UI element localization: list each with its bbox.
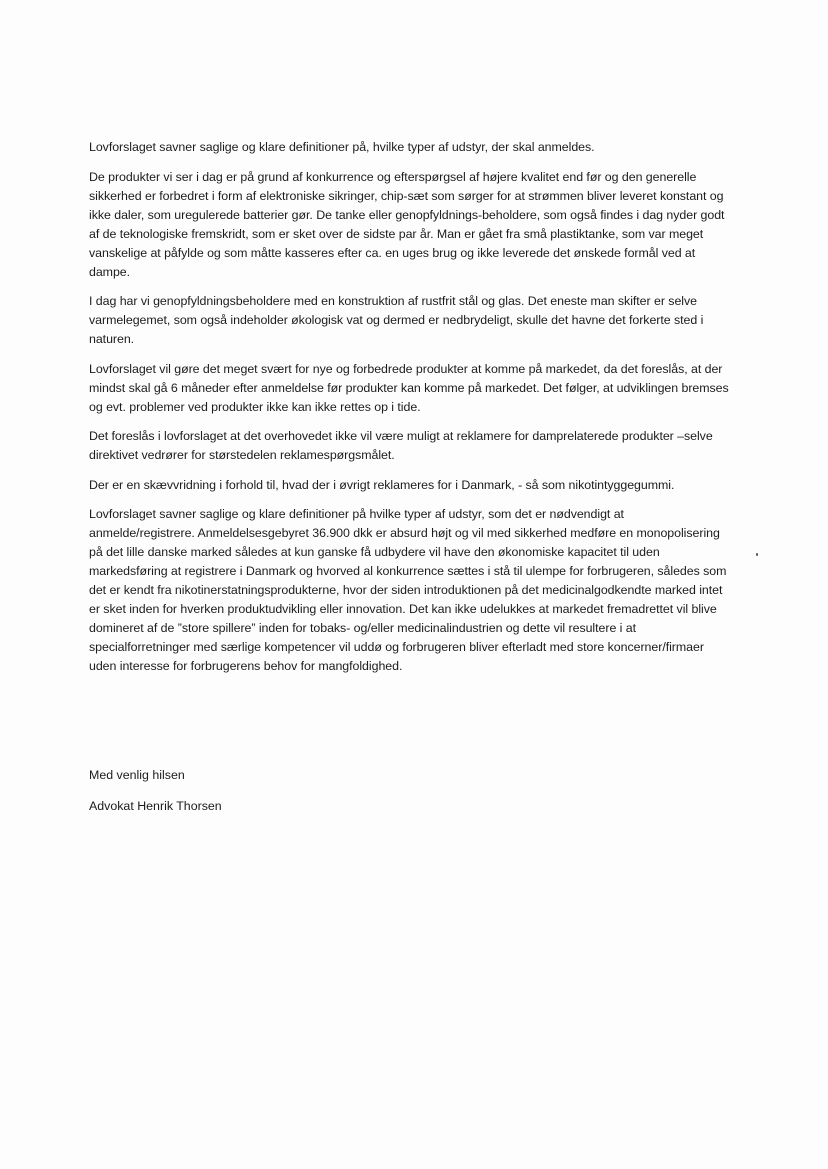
closing-greeting: Med venlig hilsen (89, 768, 185, 782)
scan-speck (756, 553, 758, 556)
paragraph-product-quality: De produkter vi ser i dag er på grund af konkurrence og efterspørgsel af højere kvalitet end før og den generelle sikkerhed er forbedret i form af elektroniske sikringer, chip-sæt som sørger for at strømmen bliver leveret konstant og ikke daler, som uregulerede batterier gør. De tanke eller genopfyldnings-beholdere, som også findes i dag nyder godt af de teknologiske fremskridt, som er sket over de sidste par år. Man er gået fra små plastiktanke, som var meget vanskelige at påfylde og som måtte kasseres efter ca. en uges brug og ikke leverede det ønskede formål ved at dampe. (89, 169, 725, 279)
paragraph-distortion: Der er en skævvridning i forhold til, hvad der i øvrigt reklameres for i Danmark, - så som nikotintyggegummi. (89, 477, 675, 492)
paragraph-definitions: Lovforslaget savner saglige og klare definitioner på, hvilke typer af udstyr, der skal anmeldes. (89, 140, 595, 154)
paragraph-registration-fee: Lovforslaget savner saglige og klare definitioner på hvilke typer af udstyr, som det er nødvendigt at anmelde/registrere. Anmeldelsesgebyret 36.900 dkk er absurd højt og vil med sikkerhed medføre en monopolisering på det lille danske marked således at kun ganske få udbydere vil have den økonomiske kapacitet til uden markedsføring at registrere i Danmark og hvorved al konkurrence sættes i stå til ulempe for forbrugeren, således som det er kendt fra nikotinerstatningsprodukterne, hvor der siden introduktionen på det medicinalgodkendte marked intet er sket inden for hverken produktudvikling eller innovation. Det kan ikke udelukkes at markedet fremadrettet vil blive domineret af de ”store spillere” inden for tobaks- og/eller medicinalindustrien og dette vil resultere i at specialforretninger med særlige kompetencer vil uddø og forbrugeren bliver efterladt med store koncerner/firmaer uden interesse for forbrugerens behov for mangfoldighed. (89, 507, 727, 673)
paragraph-refill-containers: I dag har vi genopfyldningsbeholdere med en konstruktion af rustfrit stål og glas. Det eneste man skifter er selve varmelegemet, som også indeholder økologisk vat og dermed er nedbrydeligt, skulle det havne det forkerte sted i naturen. (89, 294, 704, 346)
paragraph-advertising-ban: Det foreslås i lovforslaget at det overhovedet ikke vil være muligt at reklamere for damprelaterede produkter –selve direktivet vedrører for størstedelen reklamespørgsmålet. (89, 429, 713, 462)
paragraph-market-delay: Lovforslaget vil gøre det meget svært for nye og forbedrede produkter at komme på markedet, da det foreslås, at der mindst skal gå 6 måneder efter anmeldelse før produkter kan komme på markedet. Det følger, at udviklingen bremses og evt. problemer ved produkter ikke kan ikke rettes op i tide. (89, 361, 729, 414)
letter-body (89, 138, 729, 687)
closing-signature: Advokat Henrik Thorsen (89, 799, 222, 813)
letter-closing (89, 766, 489, 816)
